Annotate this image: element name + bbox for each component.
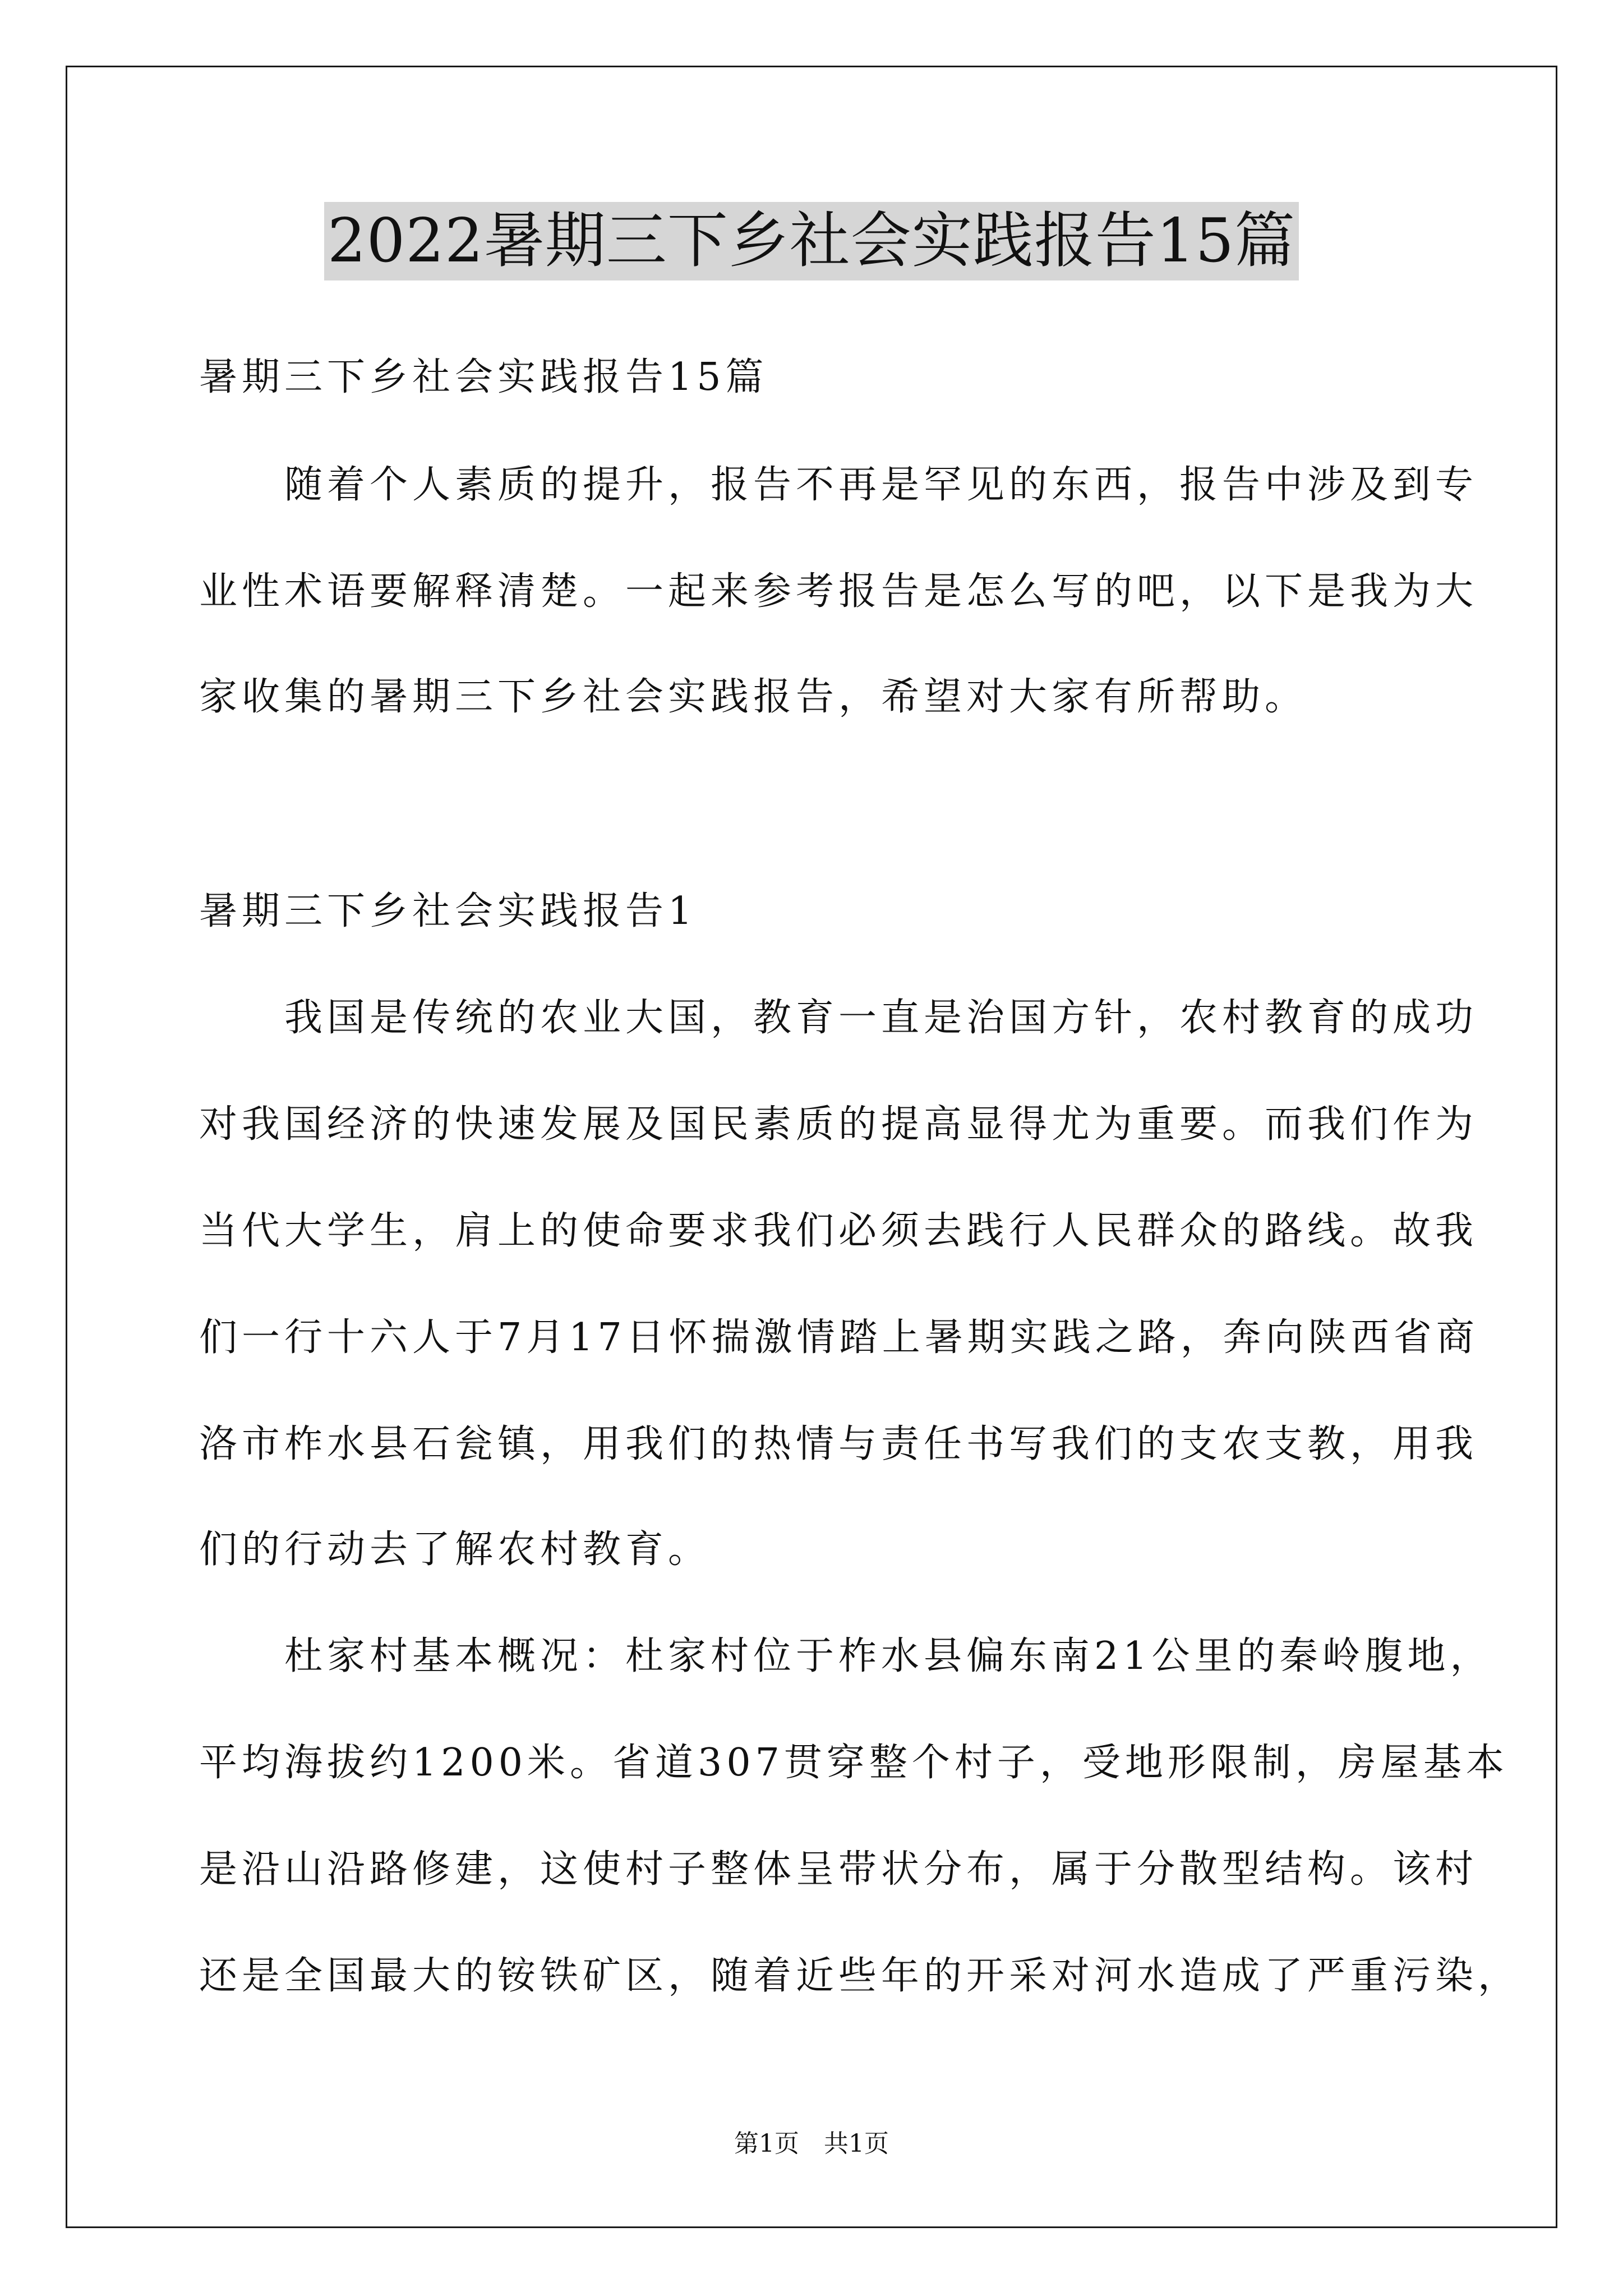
page-number: 第1页 共1页 [734,2129,889,2158]
intro-line-1: 随着个人素质的提升，报告不再是罕见的东西，报告中涉及到专 [199,463,1478,507]
paragraph1-line-6: 们的行动去了解农村教育。 [199,1527,711,1572]
intro-line-3: 家收集的暑期三下乡社会实践报告，希望对大家有所帮助。 [199,675,1308,719]
paragraph2-line-2: 平均海拔约1200米。省道307贯穿整个村子，受地形限制，房屋基本 [199,1741,1509,1785]
document-title: 2022暑期三下乡社会实践报告15篇 [324,202,1299,280]
paragraph1-line-2: 对我国经济的快速发展及国民素质的提高显得尤为重要。而我们作为 [199,1102,1478,1147]
paragraph1-line-3: 当代大学生，肩上的使命要求我们必须去践行人民群众的路线。故我 [199,1209,1478,1253]
paragraph2-line-4: 还是全国最大的铵铁矿区，随着近些年的开采对河水造成了严重污染， [199,1954,1521,1998]
paragraph2-line-3: 是沿山沿路修建，这使村子整体呈带状分布，属于分散型结构。该村 [199,1847,1478,1892]
paragraph1-line-4: 们一行十六人于7月17日怀揣激情踏上暑期实践之路，奔向陕西省商 [199,1315,1479,1360]
intro-line-2: 业性术语要解释清楚。一起来参考报告是怎么写的吧，以下是我为大 [199,569,1478,614]
document-subtitle: 暑期三下乡社会实践报告15篇 [199,355,768,399]
section-heading: 暑期三下乡社会实践报告1 [199,889,697,933]
title-container [0,202,1623,280]
paragraph1-line-5: 洛市柞水县石瓮镇，用我们的热情与责任书写我们的支农支教，用我 [199,1422,1478,1466]
paragraph1-line-1: 我国是传统的农业大国，教育一直是治国方针，农村教育的成功 [199,996,1478,1040]
paragraph2-line-1: 杜家村基本概况：杜家村位于柞水县偏东南21公里的秦岭腹地， [199,1634,1493,1678]
